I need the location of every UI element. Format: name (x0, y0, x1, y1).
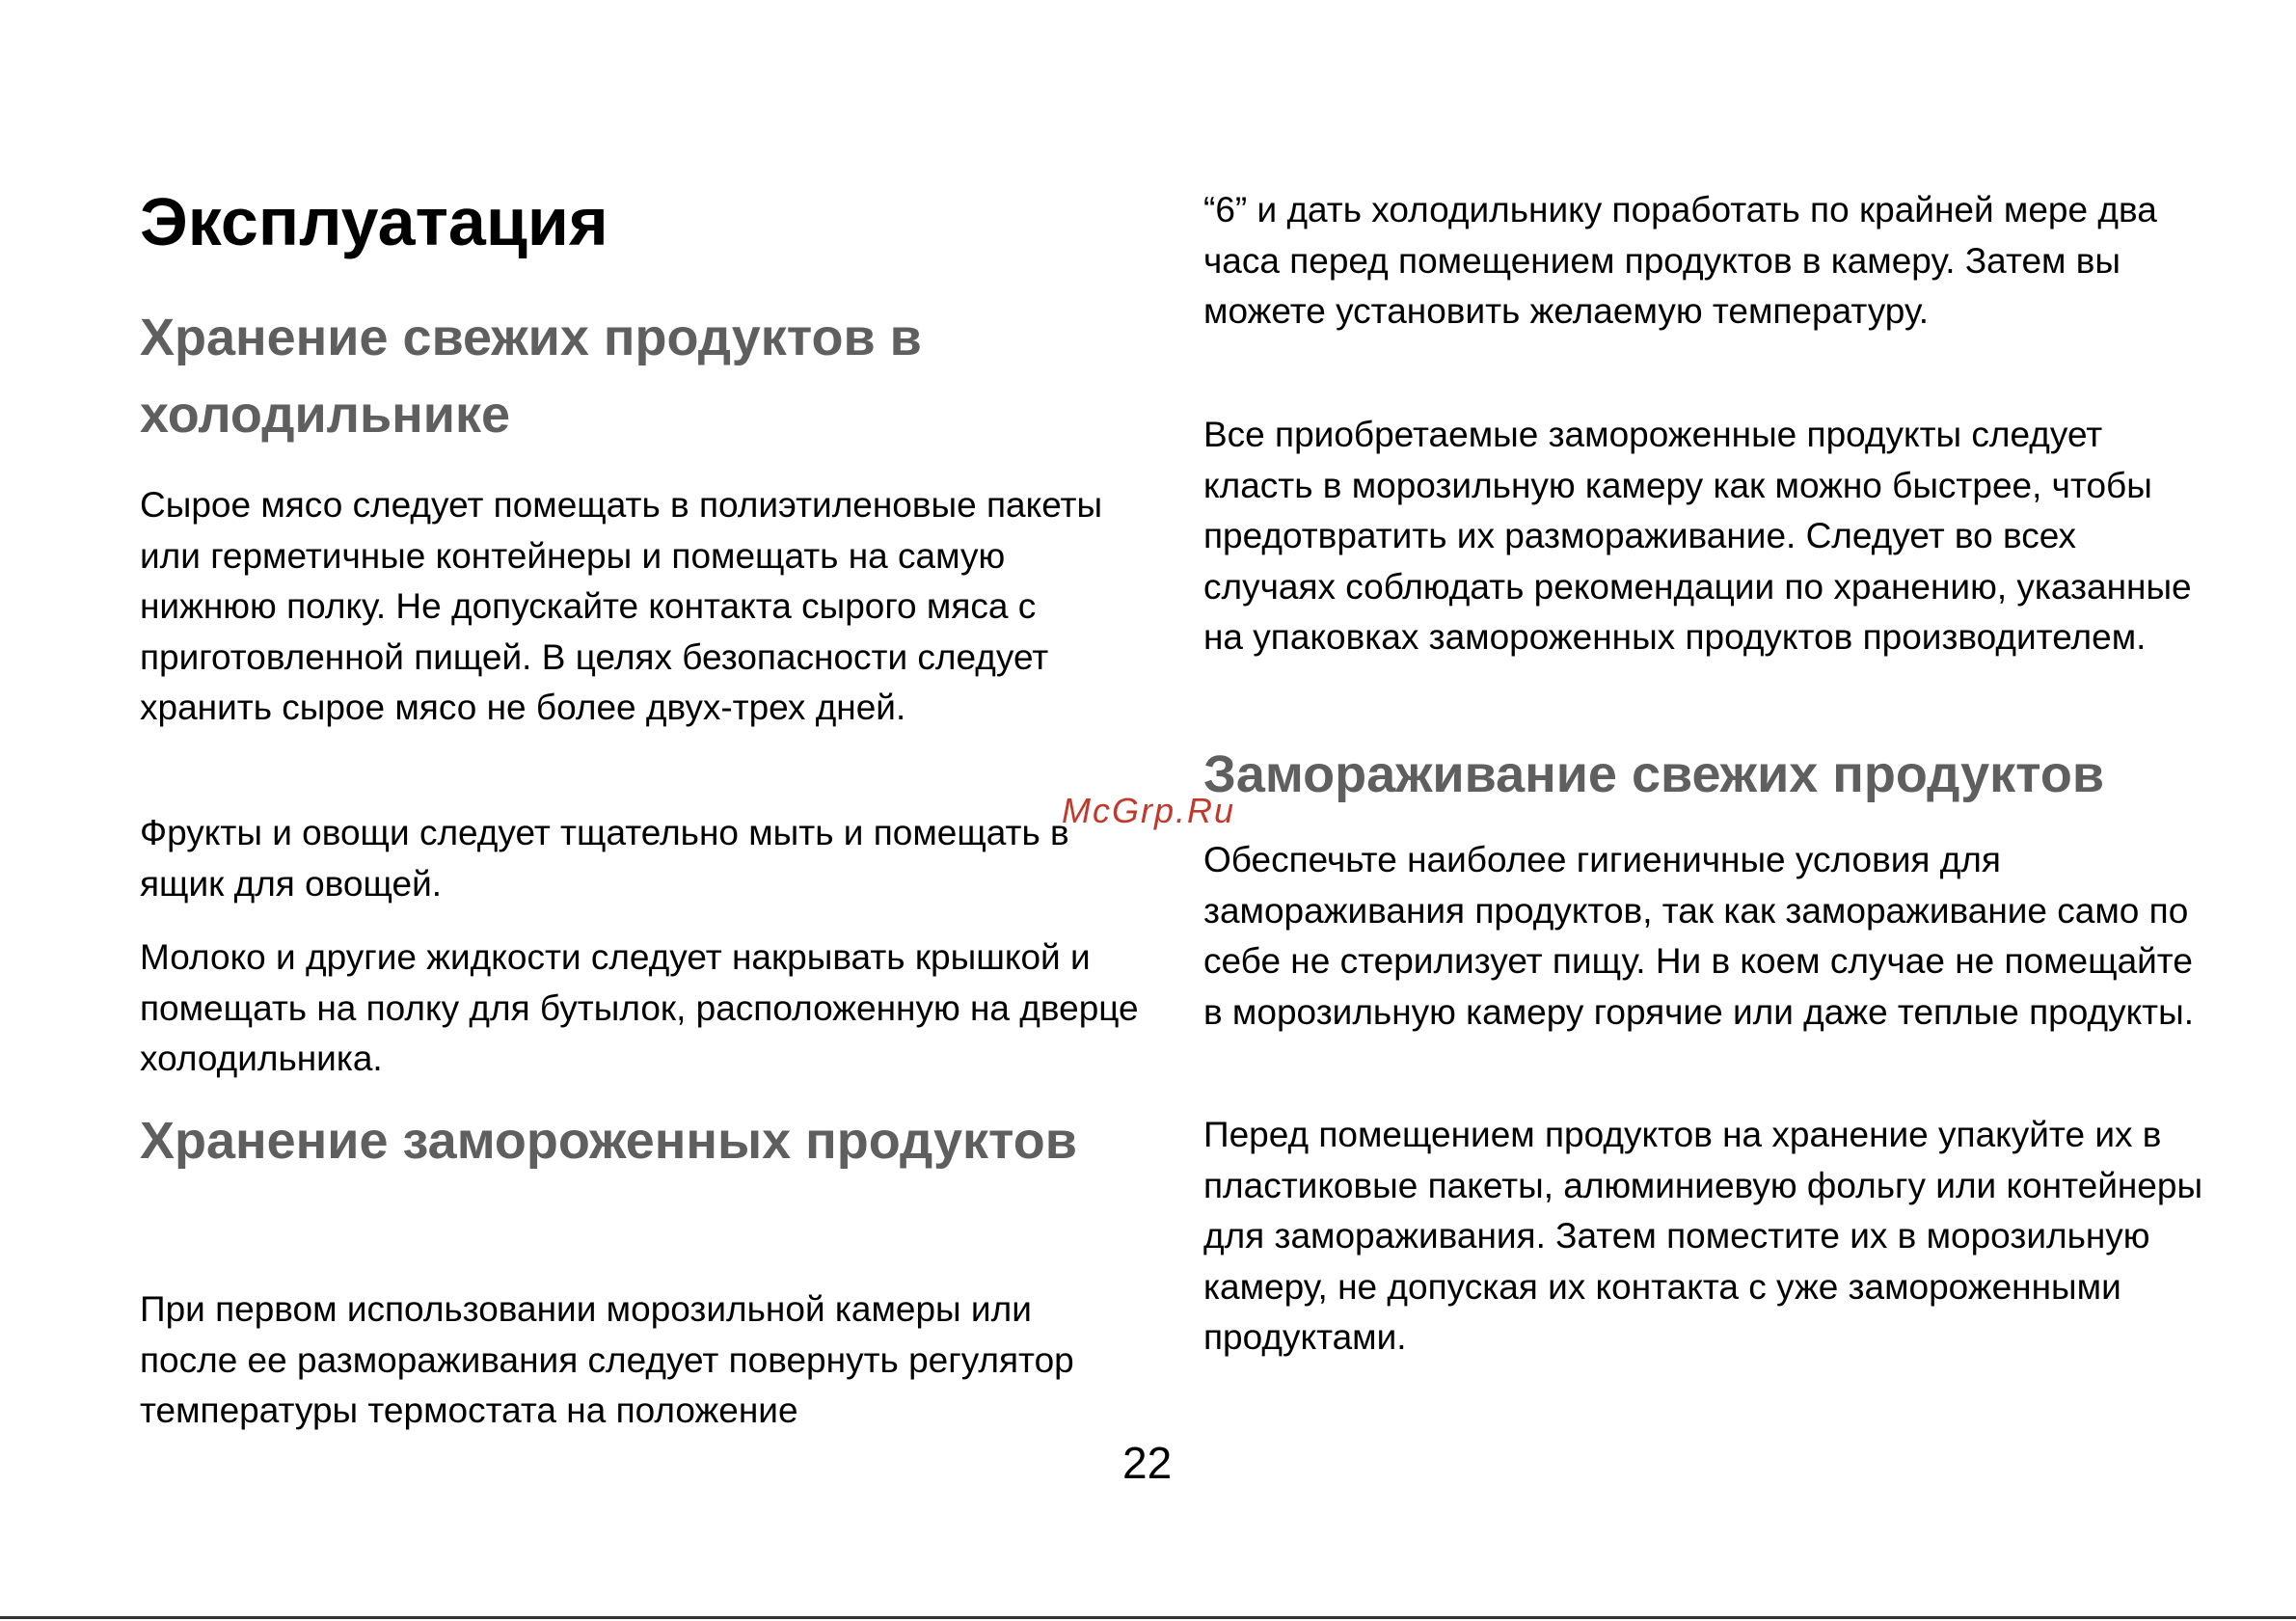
section-heading-freezing-fresh: Замораживание свежих продуктов (1203, 745, 2105, 803)
section-heading-frozen-storage: Хранение замороженных продуктов (140, 1112, 1077, 1170)
paragraph-hygiene-freezing: Обеспечьте наиболее гигиеничные условия для замораживания продуктов, так как замораживание само по себе не стерилизует пищу. Ни в коем случае не помещайте в морозильную камеру горячие или даже теплые продукты. (1203, 840, 2195, 1032)
page-number: 22 (1122, 1438, 1173, 1488)
paragraph-thermostat-continuation: “6” и дать холодильнику поработать по крайней мере два часа перед помещением продуктов в камеру. Затем вы можете установить желаемую температуру. (1203, 190, 2157, 331)
bottom-divider (0, 1616, 2296, 1619)
paragraph-fruits-vegetables: Фрукты и овощи следует тщательно мыть и помещать в ящик для овощей. (140, 813, 1069, 904)
paragraph-packaging: Перед помещением продуктов на хранение упакуйте их в пластиковые пакеты, алюминиевую фольгу или контейнеры для замораживания. Затем поместите их в морозильную камеру, не допуская их контакта с уже замороженными продуктами. (1203, 1115, 2203, 1357)
paragraph-milk-liquids: Молоко и другие жидкости следует накрывать крышкой и помещать на полку для бутылок, расположенную на дверце холодильника. (140, 937, 1139, 1078)
section-heading-fresh-storage: Хранение свежих продуктов в холодильнике (140, 309, 922, 444)
paragraph-purchased-frozen: Все приобретаемые замороженные продукты следует класть в морозильную камеру как можно быстрее, чтобы предотвратить их размораживание. Следует во всех случаях соблюдать рекомендации по хранению, указанные на упаковках замороженных продуктов производителем. (1203, 415, 2192, 657)
page-title: Эксплуатация (140, 184, 608, 259)
paragraph-first-use-freezer: При первом использовании морозильной камеры или после ее размораживания следует повернуть регулятор температуры термостата на положение (140, 1289, 1074, 1430)
watermark: McGrp.Ru (1062, 791, 1236, 830)
paragraph-raw-meat: Сырое мясо следует помещать в полиэтиленовые пакеты или герметичные контейнеры и помещать на самую нижнюю полку. Не допускайте контакта сырого мяса с приготовленной пищей. В целях безопасности следует хранить сырое мясо не более двух-трех дней. (140, 485, 1103, 727)
